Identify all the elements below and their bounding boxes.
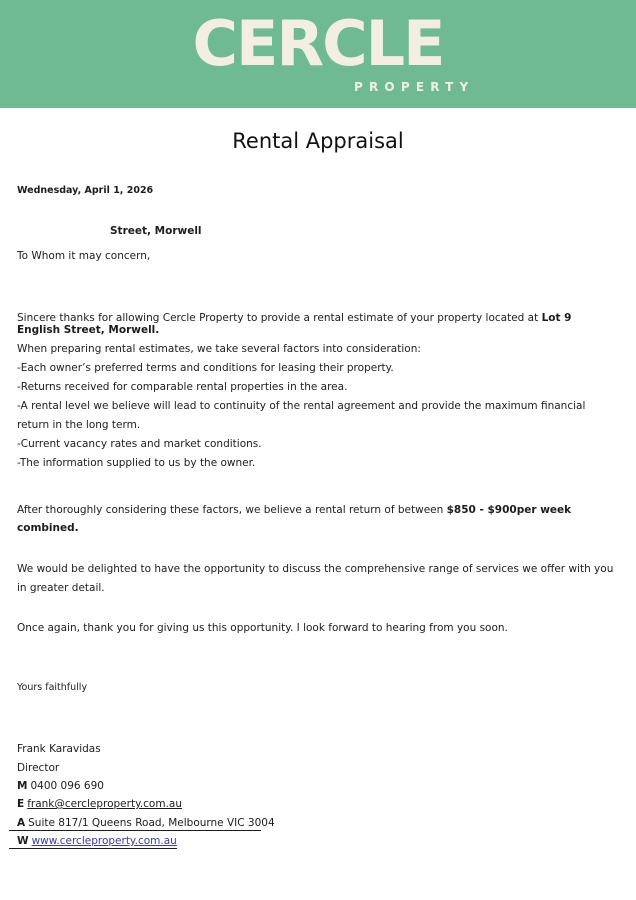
signatory-name: Frank Karavidas bbox=[17, 743, 101, 755]
services-line-1: We would be delighted to have the opportunity to discuss the comprehensive range of services we offer with you bbox=[17, 563, 614, 575]
intro-lot: Lot 9 bbox=[541, 312, 572, 324]
signatory-role: Director bbox=[17, 762, 60, 774]
contact-website bbox=[17, 834, 177, 848]
factor-item: -Current vacancy rates and market conditions. bbox=[17, 438, 262, 450]
header-banner bbox=[0, 0, 636, 108]
estimate-amount: $850 - $900per week bbox=[446, 504, 572, 516]
address-label: A bbox=[17, 817, 26, 829]
address-underline bbox=[9, 830, 261, 831]
estimate-text: After thoroughly considering these factors, we believe a rental return of between bbox=[17, 504, 444, 516]
factor-item-continued: return in the long term. bbox=[17, 419, 141, 431]
factor-item: -Each owner’s preferred terms and conditions for leasing their property. bbox=[17, 362, 394, 374]
letter-date: Wednesday, April 1, 2026 bbox=[17, 185, 154, 196]
property-address: Street, Morwell bbox=[110, 225, 202, 237]
intro-street: English Street, Morwell. bbox=[17, 324, 160, 336]
office-address: Suite 817/1 Queens Road, Melbourne VIC 3004 bbox=[28, 817, 275, 829]
contact-email bbox=[17, 797, 182, 811]
sign-off: Yours faithfully bbox=[17, 682, 88, 693]
document-title: Rental Appraisal bbox=[232, 129, 404, 153]
intro-text: Sincere thanks for allowing Cercle Property to provide a rental estimate of your property located at bbox=[17, 312, 539, 324]
email-link[interactable]: frank@cercleproperty.com.au bbox=[27, 798, 182, 810]
contact-phone bbox=[17, 779, 104, 793]
factor-item: -Returns received for comparable rental properties in the area. bbox=[17, 381, 348, 393]
contact-address bbox=[17, 816, 275, 830]
logo-subtitle: PROPERTY bbox=[354, 80, 475, 94]
factors-intro: When preparing rental estimates, we take several factors into consideration: bbox=[17, 343, 421, 355]
services-line-2: in greater detail. bbox=[17, 582, 105, 594]
web-label: W bbox=[17, 835, 29, 847]
estimate-combined: combined. bbox=[17, 522, 79, 534]
website-link[interactable]: www.cercleproperty.com.au bbox=[31, 835, 177, 847]
factor-item: -A rental level we believe will lead to continuity of the rental agreement and provide the maximum financial bbox=[17, 400, 586, 412]
closing-paragraph: Once again, thank you for giving us this opportunity. I look forward to hearing from you soon. bbox=[17, 622, 508, 634]
phone-number: 0400 096 690 bbox=[30, 780, 104, 792]
logo-wordmark: CERCLE bbox=[192, 7, 444, 80]
email-label: E bbox=[17, 798, 25, 810]
salutation: To Whom it may concern, bbox=[17, 250, 151, 262]
factor-item: -The information supplied to us by the owner. bbox=[17, 457, 256, 469]
website-underline bbox=[9, 848, 177, 849]
estimate-paragraph-line-1 bbox=[17, 503, 571, 517]
phone-label: M bbox=[17, 780, 28, 792]
